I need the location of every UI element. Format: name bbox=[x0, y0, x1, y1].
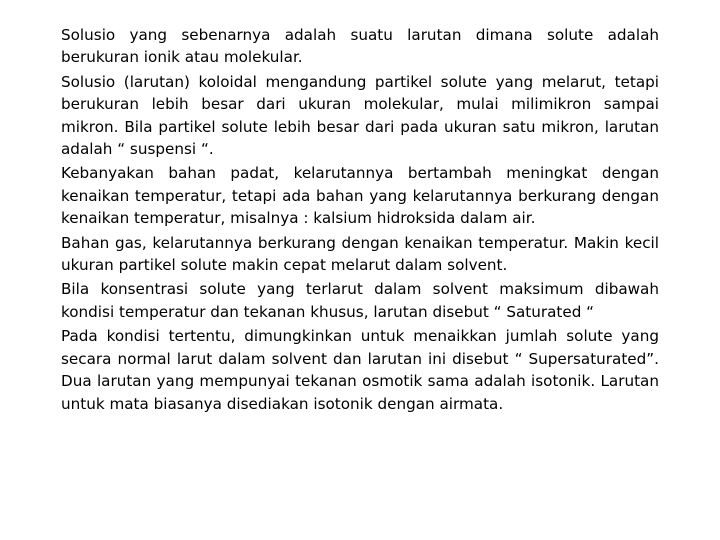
paragraph-colloidal-solution: Solusio (larutan) koloidal mengandung partikel solute yang melarut, tetapi berukuran lebih besar dari ukuran molekular, mulai milimikron sampai mikron. Bila partikel solute lebih besar dari pada ukuran satu mikron, larutan adalah “ suspensi “. bbox=[61, 72, 659, 159]
paragraph-saturated: Bila konsentrasi solute yang terlarut dalam solvent maksimum dibawah kondisi temperatur dan tekanan khusus, larutan disebut “ Saturated “ bbox=[61, 280, 659, 321]
paragraph-supersaturated: Pada kondisi tertentu, dimungkinkan untuk menaikkan jumlah solute yang secara normal larut dalam solvent dan larutan ini disebut “ Supersaturated”. Dua larutan yang mempunyai tekanan osmotik sama adalah isotonik. Larutan untuk mata biasanya disediakan isotonik dengan airmata. bbox=[61, 327, 659, 413]
paragraph-solid-solubility: Kebanyakan bahan padat, kelarutannya bertambah meningkat dengan kenaikan temperatur, tetapi ada bahan yang kelarutannya berkurang dengan kenaikan temperatur, misalnya : kalsium hidroksida dalam air. bbox=[61, 164, 659, 228]
text-body bbox=[61, 24, 659, 417]
paragraph-true-solution: Solusio yang sebenarnya adalah suatu larutan dimana solute adalah berukuran ionik atau molekular. bbox=[61, 26, 659, 67]
paragraph-gas-solubility: Bahan gas, kelarutannya berkurang dengan kenaikan temperatur. Makin kecil ukuran partikel solute makin cepat melarut dalam solvent. bbox=[61, 233, 659, 275]
